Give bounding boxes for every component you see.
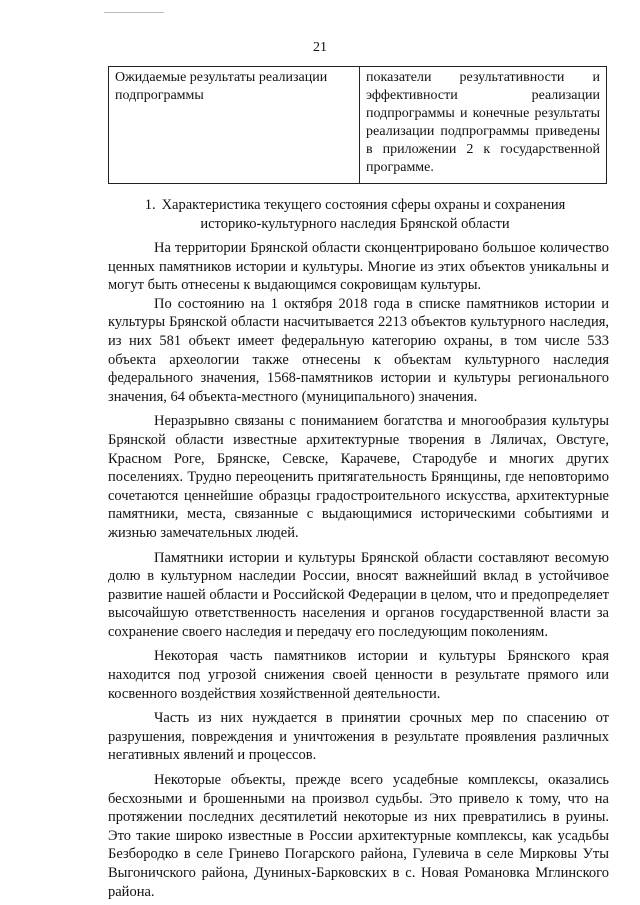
page-number: 21 bbox=[313, 40, 327, 55]
paragraph: Неразрывно связаны с пониманием богатства и многообразия культуры Брянской области известные архитектурные творения в Ляличах, Овстуге, Красном Роге, Брянске, Севске, Карачеве, Стародубе и многих других поселениях. Трудно переоценить притягательность Брянщины, где неповторимо сочетаются ценнейшие образцы градостроительного искусства, архитектурные памятники, места, связанные с выдающимися историческими событиями и жизнью замечательных людей. bbox=[108, 413, 609, 541]
table-row bbox=[109, 67, 607, 184]
table-cell-label: Ожидаемые результаты реализации подпрограммы bbox=[109, 67, 360, 184]
paragraph: Некоторая часть памятников истории и культуры Брянского края находится под угрозой снижения своей ценности в результате прямого или косвенного воздействия хозяйственной деятельности. bbox=[108, 648, 609, 702]
paragraph: По состоянию на 1 октября 2018 года в списке памятников истории и культуры Брянской области насчитывается 2213 объектов культурного наследия, из них 581 объект имеет федеральную категорию охраны, в том числе 533 объекта археологии также отнесены к объектам культурного наследия федерального значения, 1568-памятников истории и культуры регионального значения, 64 объекта-местного (муниципального) значения. bbox=[108, 295, 609, 405]
scan-top-line bbox=[104, 12, 164, 13]
section-number: 1. bbox=[144, 197, 156, 213]
section-title: Характеристика текущего состояния сферы охраны и сохранения историко-культурного наследия Брянской области bbox=[161, 197, 566, 232]
paragraph: Некоторые объекты, прежде всего усадебные комплексы, оказались бесхозными и брошенными на произвол судьбы. Это привело к тому, что на протяжении последних десятилетий некоторые из них превратились в руины. Это такие широко известные в России архитектурные комплексы, как усадьбы Безбородко в селе Гринево Погарского района, Гулевича в селе Мирковы Уты Выгоничского района, Дуниных-Барковских в с. Новая Романовка Мглинского района. bbox=[108, 772, 609, 900]
summary-table bbox=[108, 66, 607, 184]
paragraph: Часть из них нуждается в принятии срочных мер по спасению от разрушения, повреждения и уничтожения в результате проявления различных негативных явлений и процессов. bbox=[108, 710, 609, 764]
section-heading bbox=[130, 196, 580, 234]
paragraph: Памятники истории и культуры Брянской области составляют весомую долю в культурном наследии России, вносят важнейший вклад в устойчивое развитие нашей области и Российской Федерации в целом, что и предопределяет высочайшую ответственность населения и органов государственной власти за сохранение своего наследия и передачу его последующим поколениям. bbox=[108, 549, 609, 640]
paragraph: На территории Брянской области сконцентрировано большое количество ценных памятников истории и культуры. Многие из этих объектов уникальны и могут быть отнесены к выдающимся сокровищам культуры. bbox=[108, 240, 609, 294]
table-cell-value: показатели результативности и эффективности реализации подпрограммы и конечные результаты реализации подпрограммы приведены в приложении 2 к государственной программе. bbox=[360, 67, 607, 184]
body-text bbox=[108, 239, 609, 901]
